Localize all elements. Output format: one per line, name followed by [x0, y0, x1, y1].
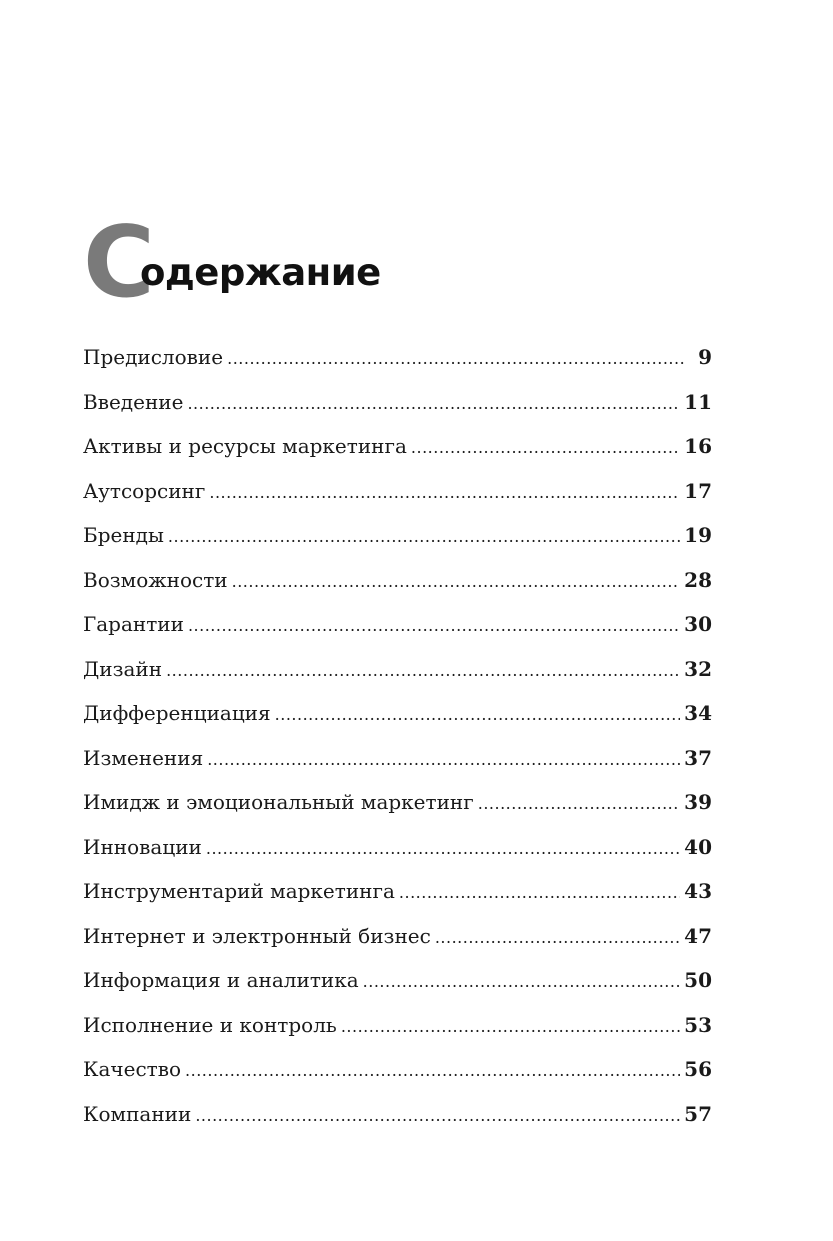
toc-dot-leader	[166, 656, 680, 686]
toc-entry-label: Исполнение и контроль	[83, 1012, 337, 1037]
toc-entry-label: Изменения	[83, 745, 204, 770]
toc-entry[interactable]	[83, 743, 712, 788]
toc-entry-label: Возможности	[83, 567, 228, 592]
toc-entry[interactable]	[83, 609, 712, 654]
toc-page-number: 57	[684, 1101, 712, 1126]
toc-page-number: 53	[684, 1012, 712, 1037]
toc-entry-label: Активы и ресурсы маркетинга	[83, 434, 407, 458]
toc-page-number: 32	[684, 656, 712, 681]
toc-entry-label: Бренды	[83, 523, 164, 547]
toc-page-number: 9	[698, 345, 712, 369]
toc-entry-label: Компании	[83, 1101, 192, 1126]
toc-dot-leader	[478, 789, 680, 819]
toc-entry-label: Дифференциация	[83, 701, 271, 725]
toc-dot-leader	[435, 923, 680, 953]
toc-page-number: 56	[684, 1057, 712, 1081]
toc-dot-leader	[232, 567, 681, 597]
title-text: одержание	[140, 251, 381, 294]
toc-entry[interactable]	[83, 565, 712, 610]
toc-entry-label: Инструментарий маркетинга	[83, 879, 395, 903]
toc-page-number: 30	[684, 612, 712, 636]
toc-entry[interactable]	[83, 654, 712, 699]
toc-dot-leader	[275, 700, 681, 730]
toc-dot-leader	[168, 522, 680, 552]
toc-page-number: 34	[684, 701, 712, 725]
toc-dot-leader	[188, 611, 680, 641]
toc-entry-label: Введение	[83, 389, 184, 414]
toc-entry-label: Информация и аналитика	[83, 968, 359, 992]
toc-page-number: 43	[684, 879, 712, 903]
toc-entry-label: Дизайн	[83, 656, 163, 681]
toc-dot-leader	[195, 1101, 680, 1131]
toc-entry[interactable]	[83, 921, 712, 966]
toc-entry-label: Интернет и электронный бизнес	[83, 923, 431, 948]
toc-entry[interactable]	[83, 476, 712, 521]
toc-page-number: 16	[684, 434, 712, 458]
toc-dot-leader	[399, 878, 680, 908]
toc-dot-leader	[341, 1012, 680, 1042]
toc-entry-label: Гарантии	[83, 612, 184, 636]
toc-entry[interactable]	[83, 1054, 712, 1099]
toc-page-number: 17	[684, 478, 712, 503]
toc-dot-leader	[411, 433, 680, 463]
table-of-contents	[83, 342, 712, 1143]
toc-entry-label: Аутсорсинг	[83, 478, 206, 503]
toc-entry-label: Имидж и эмоциональный маркетинг	[83, 790, 474, 814]
toc-dot-leader	[185, 1056, 680, 1086]
toc-entry[interactable]	[83, 832, 712, 877]
toc-page-number: 47	[684, 923, 712, 948]
toc-entry-label: Качество	[83, 1057, 182, 1081]
toc-entry[interactable]	[83, 431, 712, 476]
toc-dot-leader	[227, 344, 686, 374]
toc-page-number: 50	[684, 968, 712, 992]
toc-page-number: 28	[684, 567, 712, 592]
toc-dot-leader	[206, 834, 680, 864]
toc-page-number: 37	[684, 745, 712, 770]
toc-page-number: 40	[684, 834, 712, 859]
toc-entry[interactable]	[83, 876, 712, 921]
toc-entry[interactable]	[83, 1010, 712, 1055]
toc-entry[interactable]	[83, 787, 712, 832]
toc-entry[interactable]	[83, 342, 712, 387]
toc-dot-leader	[363, 967, 681, 997]
toc-entry[interactable]	[83, 965, 712, 1010]
toc-entry[interactable]	[83, 520, 712, 565]
toc-dot-leader	[187, 389, 680, 419]
toc-page-number: 19	[684, 523, 712, 547]
toc-dot-leader	[209, 478, 680, 508]
toc-page-number: 39	[684, 790, 712, 814]
toc-entry-label: Предисловие	[83, 345, 224, 369]
toc-entry-label: Инновации	[83, 834, 202, 859]
toc-page-number: 11	[684, 389, 712, 414]
toc-entry[interactable]	[83, 698, 712, 743]
toc-dot-leader	[207, 745, 680, 775]
title-drop-cap: С	[83, 206, 155, 320]
toc-entry[interactable]	[83, 387, 712, 432]
toc-entry[interactable]	[83, 1099, 712, 1144]
